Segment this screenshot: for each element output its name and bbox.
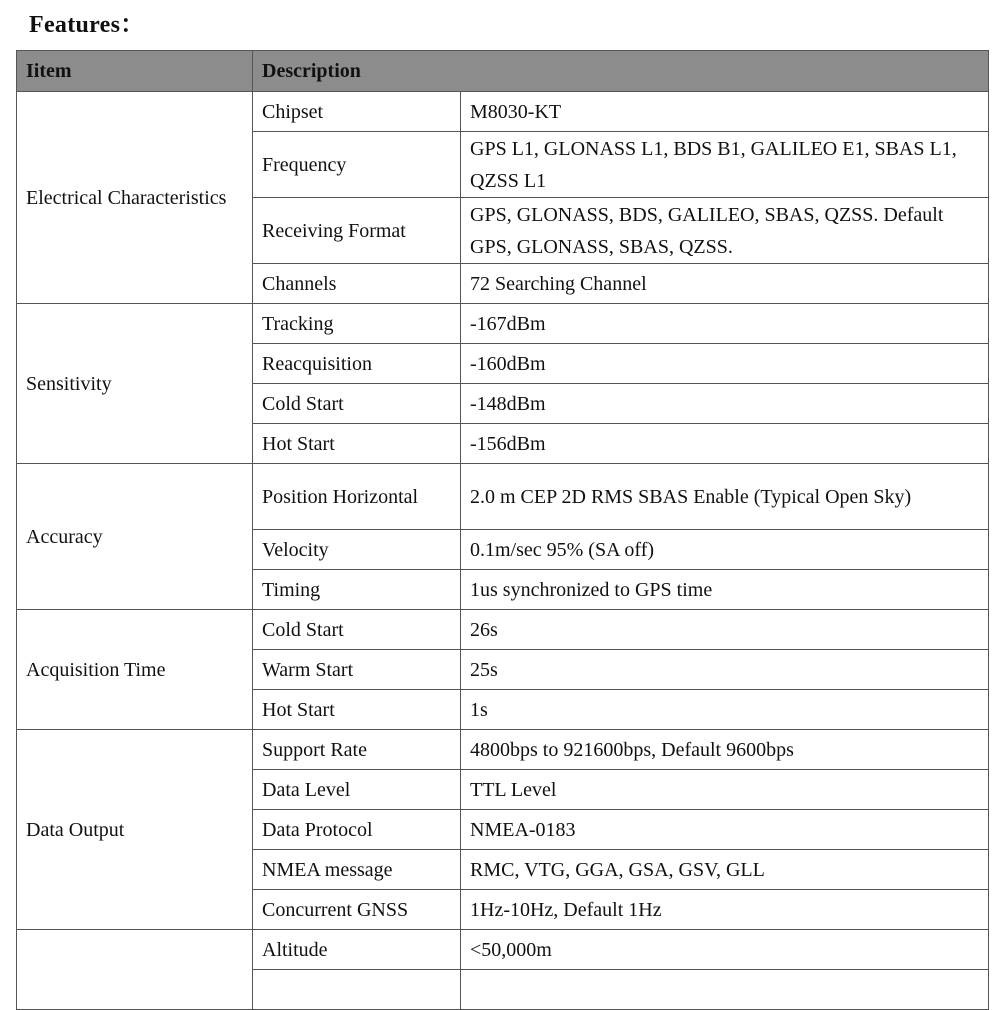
group-name: Electrical Characteristics [17, 92, 253, 304]
param-value: 25s [461, 650, 989, 690]
param-value: GPS, GLONASS, BDS, GALILEO, SBAS, QZSS. Default GPS, GLONASS, SBAS, QZSS. [461, 198, 989, 264]
param-name: Velocity [253, 530, 461, 570]
param-value: <50,000m [461, 930, 989, 970]
group-name: Data Output [17, 730, 253, 930]
param-value [461, 970, 989, 1010]
table-row [17, 610, 989, 650]
param-name: Chipset [253, 92, 461, 132]
param-name: Receiving Format [253, 198, 461, 264]
param-value: RMC, VTG, GGA, GSA, GSV, GLL [461, 850, 989, 890]
param-name: Cold Start [253, 610, 461, 650]
param-value: 26s [461, 610, 989, 650]
param-name: Cold Start [253, 384, 461, 424]
param-name: Data Protocol [253, 810, 461, 850]
group-name [17, 930, 253, 1010]
table-row [17, 304, 989, 344]
param-name: Support Rate [253, 730, 461, 770]
param-name: Data Level [253, 770, 461, 810]
param-value: 1us synchronized to GPS time [461, 570, 989, 610]
param-name: NMEA message [253, 850, 461, 890]
param-value: 1Hz-10Hz, Default 1Hz [461, 890, 989, 930]
param-value: TTL Level [461, 770, 989, 810]
param-value: GPS L1, GLONASS L1, BDS B1, GALILEO E1, SBAS L1, QZSS L1 [461, 132, 989, 198]
table-row [17, 730, 989, 770]
param-value: 72 Searching Channel [461, 264, 989, 304]
param-value: -160dBm [461, 344, 989, 384]
param-name: Altitude [253, 930, 461, 970]
group-name: Accuracy [17, 464, 253, 610]
param-value: -148dBm [461, 384, 989, 424]
table-header-row [17, 51, 989, 92]
param-value: 1s [461, 690, 989, 730]
param-value: NMEA-0183 [461, 810, 989, 850]
param-name [253, 970, 461, 1010]
header-item: Iitem [17, 51, 253, 92]
table-row [17, 930, 989, 970]
param-name: Hot Start [253, 690, 461, 730]
param-value: 0.1m/sec 95% (SA off) [461, 530, 989, 570]
param-value: -156dBm [461, 424, 989, 464]
param-name: Concurrent GNSS [253, 890, 461, 930]
param-value: M8030-KT [461, 92, 989, 132]
param-value: -167dBm [461, 304, 989, 344]
group-name: Acquisition Time [17, 610, 253, 730]
param-value: 2.0 m CEP 2D RMS SBAS Enable (Typical Open Sky) [461, 464, 989, 530]
table-row [17, 92, 989, 132]
page-heading: Features： [29, 12, 145, 38]
table-row [17, 464, 989, 530]
param-name: Warm Start [253, 650, 461, 690]
param-name: Position Horizontal [253, 464, 461, 530]
header-description: Description [253, 51, 989, 92]
param-name: Frequency [253, 132, 461, 198]
param-name: Channels [253, 264, 461, 304]
param-name: Timing [253, 570, 461, 610]
group-name: Sensitivity [17, 304, 253, 464]
param-name: Hot Start [253, 424, 461, 464]
features-table [16, 50, 989, 1010]
param-name: Tracking [253, 304, 461, 344]
param-name: Reacquisition [253, 344, 461, 384]
param-value: 4800bps to 921600bps, Default 9600bps [461, 730, 989, 770]
